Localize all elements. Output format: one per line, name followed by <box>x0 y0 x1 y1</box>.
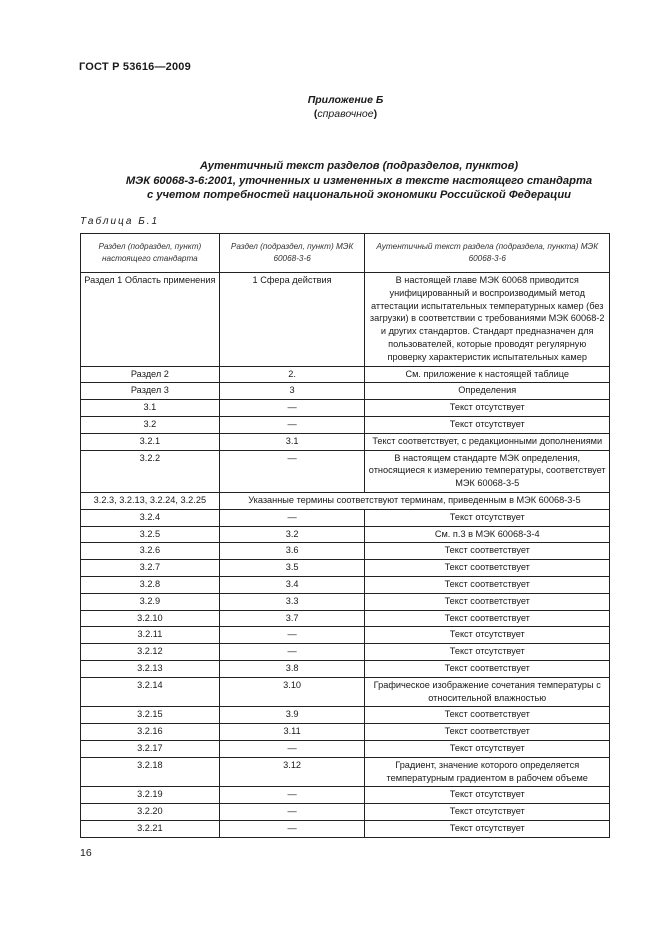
table-cell: 3.2 <box>219 526 365 543</box>
table-cell: Раздел 3 <box>81 383 220 400</box>
title-line-1: Аутентичный текст разделов (подразделов, пунктов) <box>199 160 519 172</box>
table-cell: Текст отсутствует <box>365 787 610 804</box>
table-cell: — <box>219 627 365 644</box>
table-cell: 3.2.5 <box>81 526 220 543</box>
table-cell: В настоящем стандарте МЭК определения, относящиеся к измерению температуры, соответствует МЭК 60068-3-5 <box>365 450 610 492</box>
table-cell: Текст отсутствует <box>365 416 610 433</box>
table-cell: 3.2.20 <box>81 804 220 821</box>
table-cell: Текст отсутствует <box>365 400 610 417</box>
table-cell: 3.1 <box>219 433 365 450</box>
table-cell: 3.8 <box>219 660 365 677</box>
table-row <box>81 677 610 707</box>
table-row <box>81 492 610 509</box>
table-cell: 3.3 <box>219 593 365 610</box>
table-cell: См. приложение к настоящей таблице <box>365 366 610 383</box>
table-cell: 3.2.8 <box>81 576 220 593</box>
table-cell: Текст отсутствует <box>365 509 610 526</box>
table-cell: 3.12 <box>219 757 365 787</box>
table-cell-merged: Указанные термины соответствуют терминам, приведенным в МЭК 60068-3-5 <box>219 492 609 509</box>
table-row <box>81 450 610 492</box>
table-cell: 3.10 <box>219 677 365 707</box>
table-row <box>81 366 610 383</box>
table-row <box>81 707 610 724</box>
table-row <box>81 576 610 593</box>
table-cell: — <box>219 416 365 433</box>
table-cell: 3.2.3, 3.2.13, 3.2.24, 3.2.25 <box>81 492 220 509</box>
appendix-note <box>0 107 661 121</box>
table-cell: Текст отсутствует <box>365 820 610 837</box>
table-row <box>81 644 610 661</box>
table-row <box>81 610 610 627</box>
table-cell: 3.2.12 <box>81 644 220 661</box>
table-cell: Текст соответствует <box>365 707 610 724</box>
table-cell: — <box>219 400 365 417</box>
table-cell: Раздел 2 <box>81 366 220 383</box>
table-cell: Текст соответствует <box>365 593 610 610</box>
table-row <box>81 627 610 644</box>
table-row <box>81 787 610 804</box>
table-cell: 3.5 <box>219 560 365 577</box>
appendix-note-open: ( <box>313 108 318 120</box>
table-cell: 3.2.21 <box>81 820 220 837</box>
table-row <box>81 543 610 560</box>
table-cell: См. п.3 в МЭК 60068-3-4 <box>365 526 610 543</box>
table-row <box>81 509 610 526</box>
table-cell: Текст соответствует <box>365 660 610 677</box>
table-cell: 2. <box>219 366 365 383</box>
table-cell: 3.2.19 <box>81 787 220 804</box>
header-cell: Аутентичный текст раздела (подраздела, пункта) МЭК 60068-3-6 <box>365 234 610 273</box>
table-row <box>81 273 610 367</box>
table-cell: — <box>219 740 365 757</box>
table-cell: Текст отсутствует <box>365 804 610 821</box>
table-row <box>81 724 610 741</box>
appendix-heading <box>0 93 661 121</box>
table-cell: 3 <box>219 383 365 400</box>
table-row <box>81 757 610 787</box>
title-line-2: МЭК 60068-3-6:2001, уточненных и измененных в тексте настоящего стандарта <box>125 174 593 187</box>
table-row <box>81 416 610 433</box>
table-row <box>81 560 610 577</box>
standard-id: ГОСТ Р 53616—2009 <box>79 61 191 73</box>
table-cell: — <box>219 450 365 492</box>
table-cell: 3.2.18 <box>81 757 220 787</box>
title-line-3: с учетом потребностей национальной экономики Российской Федерации <box>146 189 572 201</box>
table-cell: 3.2.16 <box>81 724 220 741</box>
table-cell: 3.2.2 <box>81 450 220 492</box>
correspondence-table <box>80 233 610 838</box>
table-cell: — <box>219 644 365 661</box>
table-cell: 3.2.13 <box>81 660 220 677</box>
table-cell: В настоящей главе МЭК 60068 приводится унифицированный и воспроизводимый метод аттестации испытательных температурных камер (без загрузки) в соответствии с требованиями МЭК 60068-2 и других стандартов. Стандарт предназначен для пользователей, которые проводят регулярную проверку характеристик испытательных камер <box>365 273 610 367</box>
table-row <box>81 820 610 837</box>
table-cell: Текст соответствует <box>365 610 610 627</box>
table-cell: 3.7 <box>219 610 365 627</box>
table-cell: 3.2.6 <box>81 543 220 560</box>
table-cell: 3.4 <box>219 576 365 593</box>
table-cell: Текст отсутствует <box>365 740 610 757</box>
table-cell: 3.2.15 <box>81 707 220 724</box>
table-cell: — <box>219 804 365 821</box>
table-cell: 3.2.14 <box>81 677 220 707</box>
appendix-note-close: ) <box>373 108 378 120</box>
table-cell: Графическое изображение сочетания температуры с относительной влажностью <box>365 677 610 707</box>
table-row <box>81 593 610 610</box>
table-cell: Градиент, значение которого определяется температурным градиентом в рабочем объеме <box>365 757 610 787</box>
table-cell: Определения <box>365 383 610 400</box>
table-cell: 3.2.10 <box>81 610 220 627</box>
table-cell: 3.6 <box>219 543 365 560</box>
table-cell: Текст соответствует, с редакционными дополнениями <box>365 433 610 450</box>
table-cell: 3.2.11 <box>81 627 220 644</box>
page-number: 16 <box>80 847 92 859</box>
table-cell: 3.2.4 <box>81 509 220 526</box>
table-label: Таблица Б.1 <box>80 216 160 227</box>
table-row <box>81 526 610 543</box>
document-title <box>79 159 639 203</box>
table-cell: Текст соответствует <box>365 560 610 577</box>
table-row <box>81 740 610 757</box>
table-cell: — <box>219 820 365 837</box>
table-cell: Раздел 1 Область применения <box>81 273 220 367</box>
appendix-title: Приложение Б <box>307 94 384 106</box>
table-cell: Текст соответствует <box>365 576 610 593</box>
table-cell: Текст отсутствует <box>365 627 610 644</box>
table-cell: — <box>219 509 365 526</box>
table-row <box>81 804 610 821</box>
table-cell: 3.2.17 <box>81 740 220 757</box>
table-cell: 1 Сфера действия <box>219 273 365 367</box>
table-cell: Текст соответствует <box>365 724 610 741</box>
header-cell: Раздел (подраздел, пункт) МЭК 60068-3-6 <box>219 234 365 273</box>
header-cell: Раздел (подраздел, пункт) настоящего стандарта <box>81 234 220 273</box>
table-row <box>81 433 610 450</box>
table-header-row <box>81 234 610 273</box>
table-cell: 3.1 <box>81 400 220 417</box>
table-cell: Текст соответствует <box>365 543 610 560</box>
table-cell: 3.2.1 <box>81 433 220 450</box>
table-cell: 3.2.7 <box>81 560 220 577</box>
table-cell: 3.11 <box>219 724 365 741</box>
table-row <box>81 383 610 400</box>
table-cell: Текст отсутствует <box>365 644 610 661</box>
table-row <box>81 400 610 417</box>
table-cell: 3.2.9 <box>81 593 220 610</box>
table-cell: 3.2 <box>81 416 220 433</box>
appendix-note-text: справочное <box>317 108 374 120</box>
table-cell: — <box>219 787 365 804</box>
table-row <box>81 660 610 677</box>
table-cell: 3.9 <box>219 707 365 724</box>
